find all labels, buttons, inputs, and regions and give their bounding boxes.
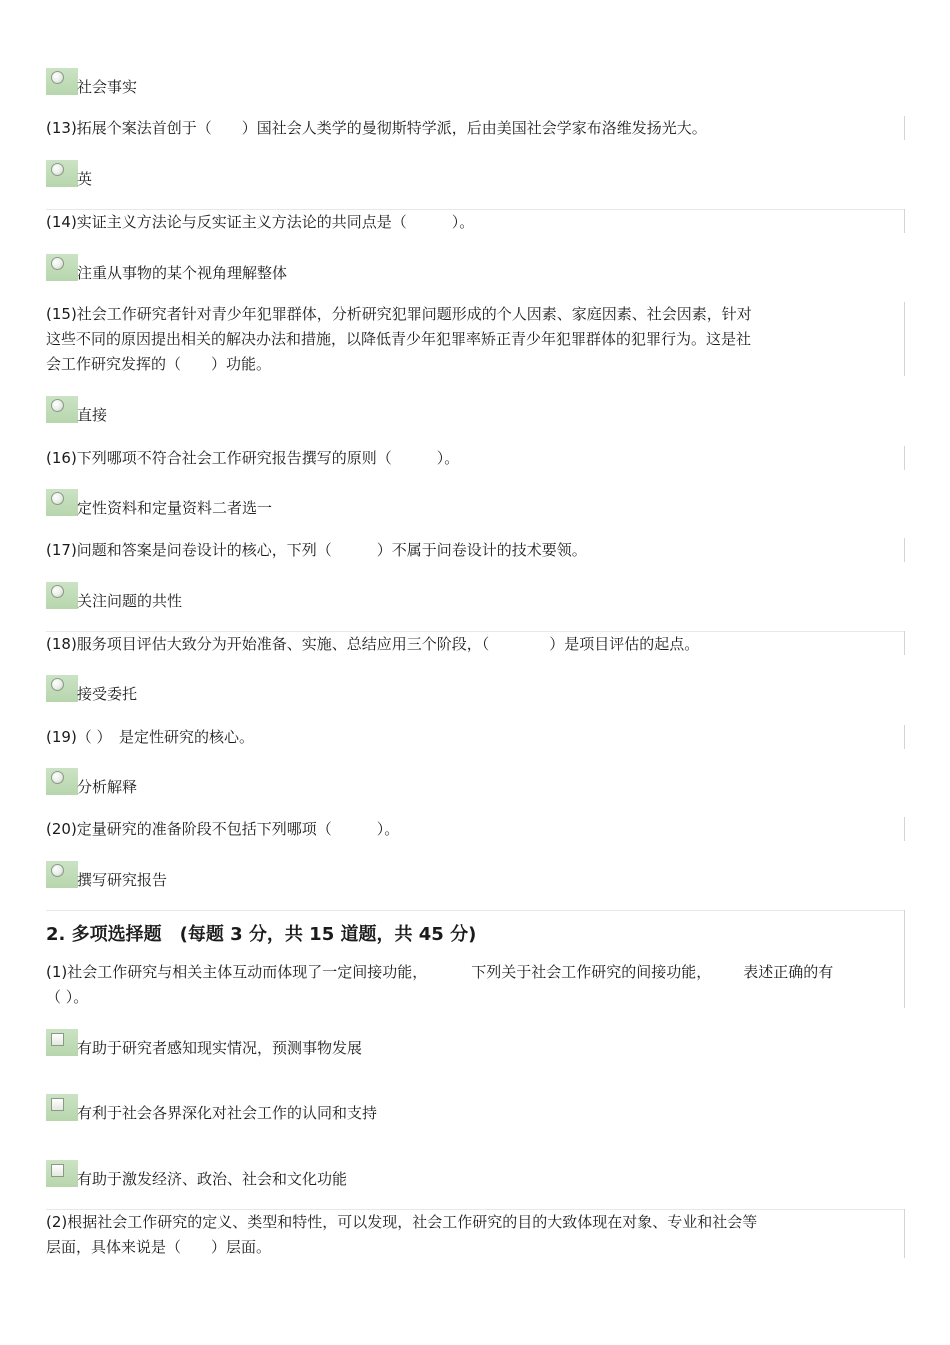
answer-marker (46, 861, 78, 888)
radio-icon[interactable] (51, 771, 64, 784)
question-15-line: 这些不同的原因提出相关的解决办法和措施，以降低青少年犯罪率矫正青少年犯罪群体的犯罪行为。这是社 (46, 330, 752, 348)
question-19: (19)（ ） 是定性研究的核心。 (46, 728, 255, 746)
option-text: 有利于社会各界深化对社会工作的认同和支持 (77, 1104, 378, 1122)
answer-marker (46, 68, 78, 95)
question-20: (20)定量研究的准备阶段不包括下列哪项（ ）。 (46, 820, 400, 838)
divider (904, 910, 905, 1008)
answer-marker (46, 768, 78, 795)
answer-marker (46, 160, 78, 187)
divider (904, 817, 905, 841)
option-text: 有助于激发经济、政治、社会和文化功能 (77, 1170, 348, 1188)
divider (904, 538, 905, 562)
answer-text: 撰写研究报告 (77, 871, 168, 889)
divider (904, 446, 905, 470)
question-text-part: (1)社会工作研究与相关主体互动而体现了一定间接功能， (46, 963, 428, 981)
divider (904, 1209, 905, 1258)
divider (904, 631, 905, 655)
radio-icon[interactable] (51, 71, 64, 84)
section-title: 2. 多项选择题 (每题 3 分，共 15 道题，共 45 分) (46, 924, 477, 945)
checkbox-icon[interactable] (51, 1033, 64, 1046)
answer-text: 关注问题的共性 (77, 592, 183, 610)
radio-icon[interactable] (51, 678, 64, 691)
checkbox-icon[interactable] (51, 1098, 64, 1111)
question-16: (16)下列哪项不符合社会工作研究报告撰写的原则（ ）。 (46, 449, 460, 467)
answer-text: 直接 (77, 406, 108, 424)
question-14: (14)实证主义方法论与反实证主义方法论的共同点是（ ）。 (46, 213, 475, 231)
multi-question-2-line: (2)根据社会工作研究的定义、类型和特性，可以发现，社会工作研究的目的大致体现在对象、专业和社会等 (46, 1213, 758, 1231)
answer-marker (46, 1160, 78, 1187)
answer-marker (46, 675, 78, 702)
answer-text: 定性资料和定量资料二者选一 (77, 499, 273, 517)
answer-marker (46, 582, 78, 609)
answer-marker (46, 396, 78, 423)
answer-text: 接受委托 (77, 685, 138, 703)
question-text-part: 表述正确的有 (743, 963, 834, 981)
question-13: (13)拓展个案法首创于（ ）国社会人类学的曼彻斯特学派，后由美国社会学家布洛维发扬光大。 (46, 119, 707, 137)
question-15-line: 会工作研究发挥的（ ）功能。 (46, 355, 272, 373)
answer-text: 社会事实 (77, 78, 138, 96)
answer-marker (46, 1029, 78, 1056)
answer-text: 分析解释 (77, 778, 138, 796)
answer-marker (46, 489, 78, 516)
radio-icon[interactable] (51, 399, 64, 412)
radio-icon[interactable] (51, 163, 64, 176)
multi-question-1 (46, 960, 833, 984)
radio-icon[interactable] (51, 585, 64, 598)
answer-text: 英 (77, 170, 93, 188)
option-text: 有助于研究者感知现实情况，预测事物发展 (77, 1039, 363, 1057)
question-15-line: (15)社会工作研究者针对青少年犯罪群体，分析研究犯罪问题形成的个人因素、家庭因素、社会因素，针对 (46, 305, 752, 323)
checkbox-icon[interactable] (51, 1164, 64, 1177)
answer-marker (46, 1094, 78, 1121)
section-divider (46, 910, 905, 911)
radio-icon[interactable] (51, 492, 64, 505)
question-text-part: 下列关于社会工作研究的间接功能， (471, 963, 712, 981)
question-17: (17)问题和答案是问卷设计的核心，下列（ ）不属于问卷设计的技术要领。 (46, 541, 587, 559)
divider (904, 116, 905, 140)
radio-icon[interactable] (51, 257, 64, 270)
divider (904, 725, 905, 749)
answer-marker (46, 254, 78, 281)
question-18: (18)服务项目评估大致分为开始准备、实施、总结应用三个阶段，（ ）是项目评估的起点。 (46, 635, 700, 653)
divider (904, 302, 905, 376)
multi-question-2-line: 层面，具体来说是（ ）层面。 (46, 1238, 272, 1256)
divider (904, 209, 905, 233)
radio-icon[interactable] (51, 864, 64, 877)
answer-text: 注重从事物的某个视角理解整体 (77, 264, 288, 282)
multi-question-1-line2: （ ）。 (46, 988, 89, 1006)
